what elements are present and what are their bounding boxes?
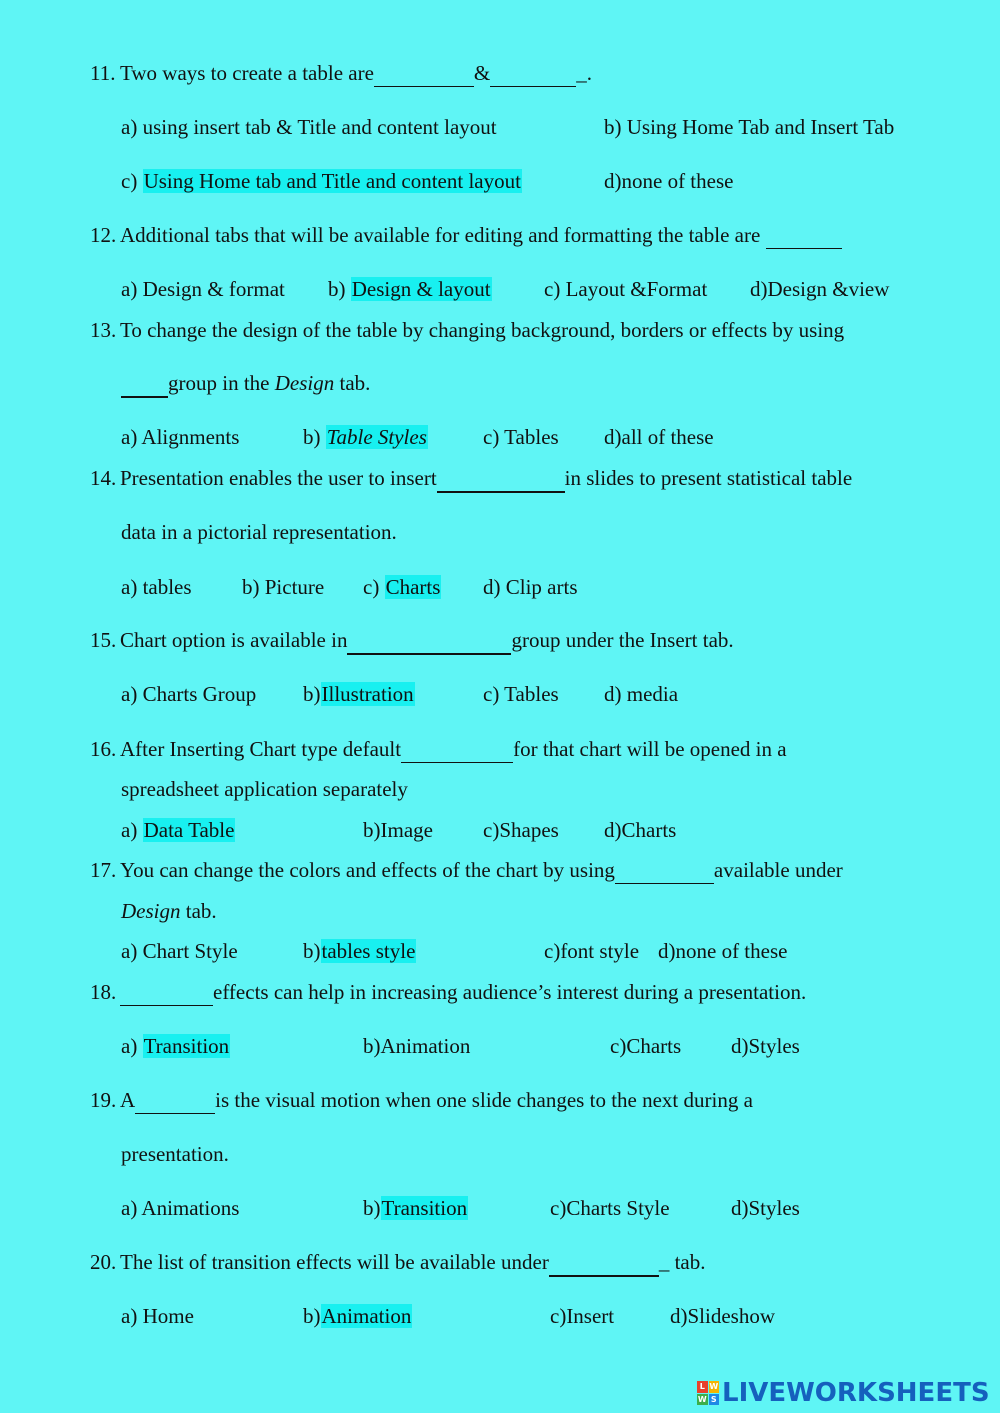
correct-answer-highlight: Illustration [321, 682, 414, 706]
correct-answer-highlight: Design & layout [351, 277, 491, 301]
option-b[interactable]: b)Transition [363, 1196, 468, 1220]
question-text: group under the Insert tab. [511, 628, 734, 652]
option-b[interactable]: b)Animation [363, 1034, 471, 1058]
option-d[interactable]: d)Design &view [750, 277, 890, 301]
option-b[interactable]: b) Design & layout [328, 277, 491, 301]
option-a[interactable]: a) Data Table [121, 818, 235, 842]
question-number: 18. [90, 980, 117, 1004]
question-number: 14. [90, 466, 117, 490]
answer-blank[interactable] [437, 465, 565, 493]
correct-answer-highlight: Table Styles [326, 425, 427, 449]
liveworksheets-logo[interactable] [697, 1378, 990, 1408]
option-a[interactable]: a) Chart Style [121, 939, 238, 963]
option-b[interactable]: b)Image [363, 818, 433, 842]
answer-blank[interactable] [120, 979, 213, 1006]
option-d[interactable]: d)Slideshow [670, 1304, 775, 1328]
option-b[interactable]: b)tables style [303, 939, 416, 963]
option-d[interactable]: d)Charts [604, 818, 677, 842]
question-number: 12. [90, 223, 117, 247]
answer-blank[interactable] [549, 1249, 659, 1277]
question-number: 11. [90, 61, 116, 85]
answer-blank[interactable] [766, 222, 842, 249]
answer-blank[interactable] [135, 1087, 215, 1114]
option-c[interactable]: c) Using Home tab and Title and content layout [121, 169, 521, 193]
question-text: _ tab. [658, 1250, 706, 1274]
logo-text: LIVEWORKSHEETS [722, 1378, 990, 1408]
question-14 [90, 465, 852, 493]
question-text: To change the design of the table by changing background, borders or effects by using [120, 318, 845, 342]
answer-blank[interactable] [490, 60, 576, 87]
option-b[interactable]: b)Illustration [303, 682, 414, 706]
option-d[interactable]: d)none of these [658, 939, 788, 963]
option-a[interactable]: a) Transition [121, 1034, 230, 1058]
question-16-line2: spreadsheet application separately [121, 777, 408, 801]
correct-answer-highlight: Animation [321, 1304, 412, 1328]
question-text: Additional tabs that will be available for editing and formatting the table are [120, 223, 761, 247]
option-c[interactable]: c) Layout &Format [544, 277, 708, 301]
question-text: A [120, 1088, 136, 1112]
question-number: 19. [90, 1088, 117, 1112]
option-d[interactable]: d)all of these [604, 425, 714, 449]
option-d[interactable]: d)Styles [731, 1034, 800, 1058]
option-d[interactable]: d)none of these [604, 169, 734, 193]
logo-icon: L W W S [697, 1382, 719, 1404]
question-text: in slides to present statistical table [564, 466, 853, 490]
option-b[interactable]: b)Animation [303, 1304, 412, 1328]
question-17-line2: Design tab. [121, 899, 217, 923]
option-d[interactable]: d) media [604, 682, 679, 706]
option-a[interactable]: a) Home [121, 1304, 194, 1328]
option-a[interactable]: a) using insert tab & Title and content layout [121, 115, 497, 139]
question-text: After Inserting Chart type default [120, 737, 402, 761]
option-c[interactable]: c)Charts [610, 1034, 682, 1058]
option-d[interactable]: d)Styles [731, 1196, 800, 1220]
question-13-line2: group in the Design tab. [121, 370, 370, 398]
question-text: & [473, 61, 491, 85]
question-text: for that chart will be opened in a [513, 737, 787, 761]
question-19 [90, 1087, 753, 1114]
correct-answer-highlight: tables style [321, 939, 416, 963]
answer-blank[interactable] [374, 60, 474, 87]
option-c[interactable]: c) Tables [483, 682, 559, 706]
option-c[interactable]: c)font style [544, 939, 640, 963]
option-d[interactable]: d) Clip arts [483, 575, 578, 599]
question-11 [90, 60, 592, 87]
answer-blank[interactable] [401, 736, 513, 763]
question-number: 17. [90, 858, 117, 882]
correct-answer-highlight: Using Home tab and Title and content layout [143, 169, 521, 193]
question-text: Presentation enables the user to insert [120, 466, 437, 490]
question-14-line2: data in a pictorial representation. [121, 520, 397, 544]
question-text: is the visual motion when one slide changes to the next during a [215, 1088, 753, 1112]
answer-blank[interactable] [347, 627, 511, 655]
question-13 [90, 317, 844, 343]
question-19-line2: presentation. [121, 1142, 229, 1166]
question-18 [90, 979, 806, 1006]
question-text: _. [576, 61, 592, 85]
option-b[interactable]: b) Using Home Tab and Insert Tab [604, 115, 895, 139]
question-text: The list of transition effects will be available under [120, 1250, 549, 1274]
correct-answer-highlight: Charts [385, 575, 441, 599]
option-a[interactable]: a) tables [121, 575, 192, 599]
question-text: Chart option is available in [120, 628, 348, 652]
option-a[interactable]: a) Animations [121, 1196, 240, 1220]
question-number: 13. [90, 318, 117, 342]
question-12 [90, 222, 842, 249]
question-20 [90, 1249, 705, 1277]
option-c[interactable]: c)Insert [550, 1304, 615, 1328]
correct-answer-highlight: Transition [143, 1034, 230, 1058]
option-a[interactable]: a) Charts Group [121, 682, 257, 706]
correct-answer-highlight: Data Table [143, 818, 235, 842]
question-number: 16. [90, 737, 117, 761]
question-number: 15. [90, 628, 117, 652]
option-c[interactable]: c) Charts [363, 575, 441, 599]
option-c[interactable]: c)Charts Style [550, 1196, 670, 1220]
option-a[interactable]: a) Alignments [121, 425, 240, 449]
question-text: effects can help in increasing audience’s interest during a presentation. [213, 980, 807, 1004]
question-15 [90, 627, 734, 655]
question-text: available under [713, 858, 843, 882]
correct-answer-highlight: Transition [381, 1196, 468, 1220]
answer-blank[interactable] [615, 857, 714, 884]
question-17 [90, 857, 843, 884]
option-c[interactable]: c) Tables [483, 425, 559, 449]
answer-blank[interactable] [121, 370, 168, 398]
question-16 [90, 736, 787, 763]
question-text: Two ways to create a table are [120, 61, 374, 85]
question-text: You can change the colors and effects of the chart by using [120, 858, 615, 882]
question-number: 20. [90, 1250, 117, 1274]
option-b[interactable]: b) Table Styles [303, 425, 427, 449]
option-b[interactable]: b) Picture [242, 575, 325, 599]
option-a[interactable]: a) Design & format [121, 277, 285, 301]
option-c[interactable]: c)Shapes [483, 818, 559, 842]
